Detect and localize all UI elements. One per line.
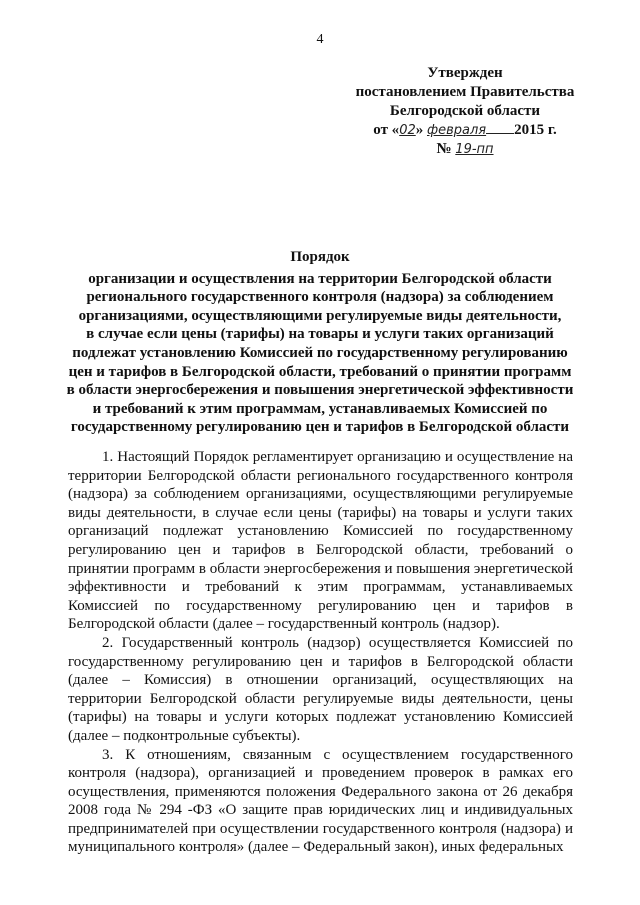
date-mid: » bbox=[415, 122, 424, 138]
page-number: 4 bbox=[316, 32, 324, 47]
title-line: в области энергосбережения и повышения энергетической эффективности bbox=[66, 382, 574, 399]
date-blank-line bbox=[486, 123, 514, 134]
approval-line-3: Белгородской области bbox=[389, 103, 541, 119]
approval-number bbox=[340, 140, 590, 159]
title-line: и требований к этим программам, устанавливаемых Комиссией по bbox=[92, 400, 548, 417]
title-heading: Порядок bbox=[290, 249, 350, 265]
approval-line-2: постановлением Правительства bbox=[355, 84, 575, 100]
date-month: февраля bbox=[426, 123, 487, 138]
approval-block bbox=[340, 64, 590, 159]
date-year: 2015 г. bbox=[514, 122, 557, 138]
paragraph-1: 1. Настоящий Порядок регламентирует организацию и осуществление на территории Белгородской области регионального государственного контроля (надзора) за соблюдением организациями, осуществляющими регулируемые виды деятельности, в случае если цены (тарифы) на товары и услуги таких организаций подлежат установлению Комиссией по государственному регулированию цен и тарифов в Белгородской области, требований о принятии программ в области энергосбережения и повышения энергетической эффективности и требований к этим программам, устанавливаемых Комиссией по государственному регулированию цен и тарифов в Белгородской области (далее – государственный контроль (надзор). bbox=[68, 449, 574, 633]
title-line: цен и тарифов в Белгородской области, требований о принятии программ bbox=[68, 363, 572, 380]
title-line: регионального государственного контроля (надзора) за соблюдением bbox=[86, 289, 554, 306]
number-prefix: № bbox=[436, 141, 452, 157]
approval-line-1: Утвержден bbox=[427, 65, 503, 81]
title-line: в случае если цены (тарифы) на товары и услуги таких организаций bbox=[86, 326, 554, 343]
date-prefix: от « bbox=[373, 122, 400, 138]
document-body bbox=[68, 448, 573, 857]
paragraph-2: 2. Государственный контроль (надзор) осуществляется Комиссией по государственному регулированию цен и тарифов в Белгородской области (далее – Комиссия) в отношении организаций, осуществляющих на территории Белгородской области регулируемые виды деятельности, цены (тарифы) на товары и услуги которых подлежат установлению Комиссией (далее – подконтрольные субъекты). bbox=[68, 634, 573, 744]
date-day: 02 bbox=[399, 123, 416, 138]
document-title bbox=[60, 248, 580, 437]
title-line: подлежат установлению Комиссией по государственному регулированию bbox=[72, 344, 568, 361]
number-value: 19-пп bbox=[455, 142, 494, 157]
paragraph-3: 3. К отношениям, связанным с осуществлением государственного контроля (надзора), организацией и проведением проверок в рамках его осуществления, применяются положения Федерального закона от 26 декабря 2008 года № 294 -ФЗ «О защите прав юридических лиц и индивидуальных предпринимателей при осуществлении государственного контроля (надзора) и муниципального контроля» (далее – Федеральный закон), иных федеральных bbox=[68, 746, 573, 856]
title-line: организациями, осуществляющими регулируемые виды деятельности, bbox=[78, 307, 562, 324]
approval-date bbox=[340, 121, 590, 140]
title-line: организации и осуществления на территории Белгородской области bbox=[88, 270, 552, 287]
title-line: государственному регулированию цен и тарифов в Белгородской области bbox=[70, 419, 570, 436]
